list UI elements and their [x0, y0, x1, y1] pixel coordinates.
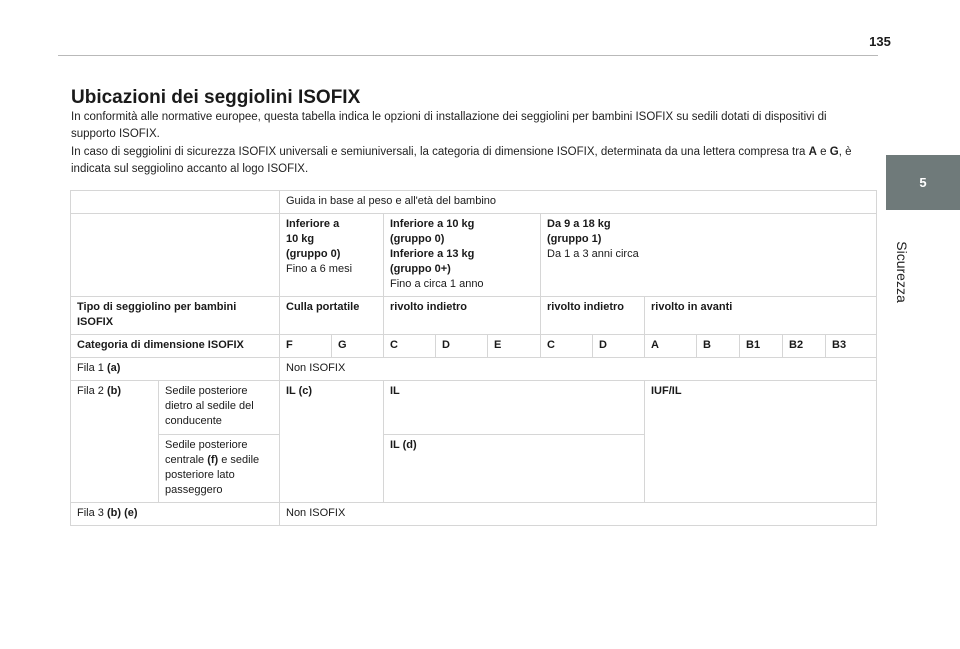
table-row	[71, 381, 877, 435]
isofix-table	[70, 190, 877, 526]
row-label-note: (b) (e)	[106, 507, 138, 519]
category-cell: B	[697, 335, 740, 358]
fila-2-il-c: IL (c)	[280, 381, 384, 503]
group-line: 10 kg	[286, 233, 315, 245]
category-cell: D	[593, 335, 645, 358]
letter-g: G	[829, 145, 839, 158]
group-line: (gruppo 0)	[390, 233, 445, 245]
intro-p2-and: e	[816, 145, 830, 158]
seat-center-note: (f)	[207, 454, 219, 466]
category-cell: G	[332, 335, 384, 358]
group-age: Da 1 a 3 anni circa	[547, 248, 639, 260]
type-cell: rivolto indietro	[541, 297, 645, 335]
group-line: Inferiore a 13 kg	[390, 248, 475, 260]
row-label-text: Fila 1	[77, 362, 107, 374]
group-line: Inferiore a 10 kg	[390, 218, 475, 230]
category-cell: C	[384, 335, 436, 358]
intro-paragraph-1: In conformità alle normative europee, questa tabella indica le opzioni di installazione dei seggiolini per bambini ISOFIX su sedili dotati di dispositivi di supporto ISOFIX.	[71, 111, 827, 141]
fila-2-il: IL	[384, 381, 645, 435]
row-label-note: (b)	[106, 385, 122, 397]
category-cell: E	[488, 335, 541, 358]
chapter-number: 5	[919, 175, 927, 190]
header-rule	[58, 55, 878, 56]
group-cell-3	[541, 214, 877, 297]
row-label-fila-2	[71, 381, 159, 503]
table-row	[71, 503, 877, 526]
category-cell: F	[280, 335, 332, 358]
seat-center-text: Sedile posteriore centrale	[165, 439, 248, 466]
row-label-fila-1	[71, 358, 280, 381]
type-cell: rivolto in avanti	[645, 297, 877, 335]
category-cell: B3	[826, 335, 877, 358]
table-row	[71, 297, 877, 335]
table-row	[71, 191, 877, 214]
row-label-text: Fila 3	[77, 507, 107, 519]
group-line: (gruppo 1)	[547, 233, 602, 245]
intro-p2-text: In caso di seggiolini di sicurezza ISOFIX universali e semiuniversali, la categoria di dimensione ISOFIX, determinata da una lettera compresa tra	[71, 145, 809, 158]
type-cell: Culla portatile	[280, 297, 384, 335]
table-row	[71, 358, 877, 381]
intro-text	[71, 109, 861, 178]
row-label-fila-3	[71, 503, 280, 526]
group-cell-2	[384, 214, 541, 297]
chapter-label: Sicurezza	[894, 241, 910, 303]
page-number: 135	[869, 34, 891, 49]
category-label: Categoria di dimensione ISOFIX	[71, 335, 280, 358]
intro-p2-end: , è indicata sul seggiolino accanto al logo ISOFIX.	[71, 145, 852, 175]
guide-header: Guida in base al peso e all'età del bambino	[280, 191, 877, 214]
group-cell-1	[280, 214, 384, 297]
section-title: Ubicazioni dei seggiolini ISOFIX	[71, 87, 361, 108]
seat-center-text-end: e sedile posteriore lato passeggero	[165, 454, 260, 496]
group-age: Fino a circa 1 anno	[390, 278, 484, 290]
fila-3-value: Non ISOFIX	[280, 503, 877, 526]
fila-1-value: Non ISOFIX	[280, 358, 877, 381]
seat-center	[159, 435, 280, 503]
letter-a: A	[808, 145, 817, 158]
group-line: (gruppo 0+)	[390, 263, 451, 275]
category-cell: D	[436, 335, 488, 358]
category-cell: C	[541, 335, 593, 358]
table-row	[71, 214, 877, 297]
table-cell-empty	[71, 191, 280, 214]
category-cell: A	[645, 335, 697, 358]
group-age: Fino a 6 mesi	[286, 263, 353, 275]
intro-paragraph-2	[71, 144, 861, 179]
group-line: Da 9 a 18 kg	[547, 218, 611, 230]
table-row	[71, 335, 877, 358]
group-line: (gruppo 0)	[286, 248, 341, 260]
group-line: Inferiore a	[286, 218, 340, 230]
fila-2-iuf-il: IUF/IL	[645, 381, 877, 503]
category-cell: B1	[740, 335, 783, 358]
type-cell: rivolto indietro	[384, 297, 541, 335]
seat-rear-side: Sedile posteriore dietro al sedile del conducente	[159, 381, 280, 435]
type-label: Tipo di seggiolino per bambini ISOFIX	[71, 297, 280, 335]
row-label-note: (a)	[106, 362, 121, 374]
category-cell: B2	[783, 335, 826, 358]
table-cell-empty	[71, 214, 280, 297]
fila-2-il-d: IL (d)	[384, 435, 645, 503]
chapter-tab[interactable]	[886, 155, 960, 210]
row-label-text: Fila 2	[77, 385, 107, 397]
